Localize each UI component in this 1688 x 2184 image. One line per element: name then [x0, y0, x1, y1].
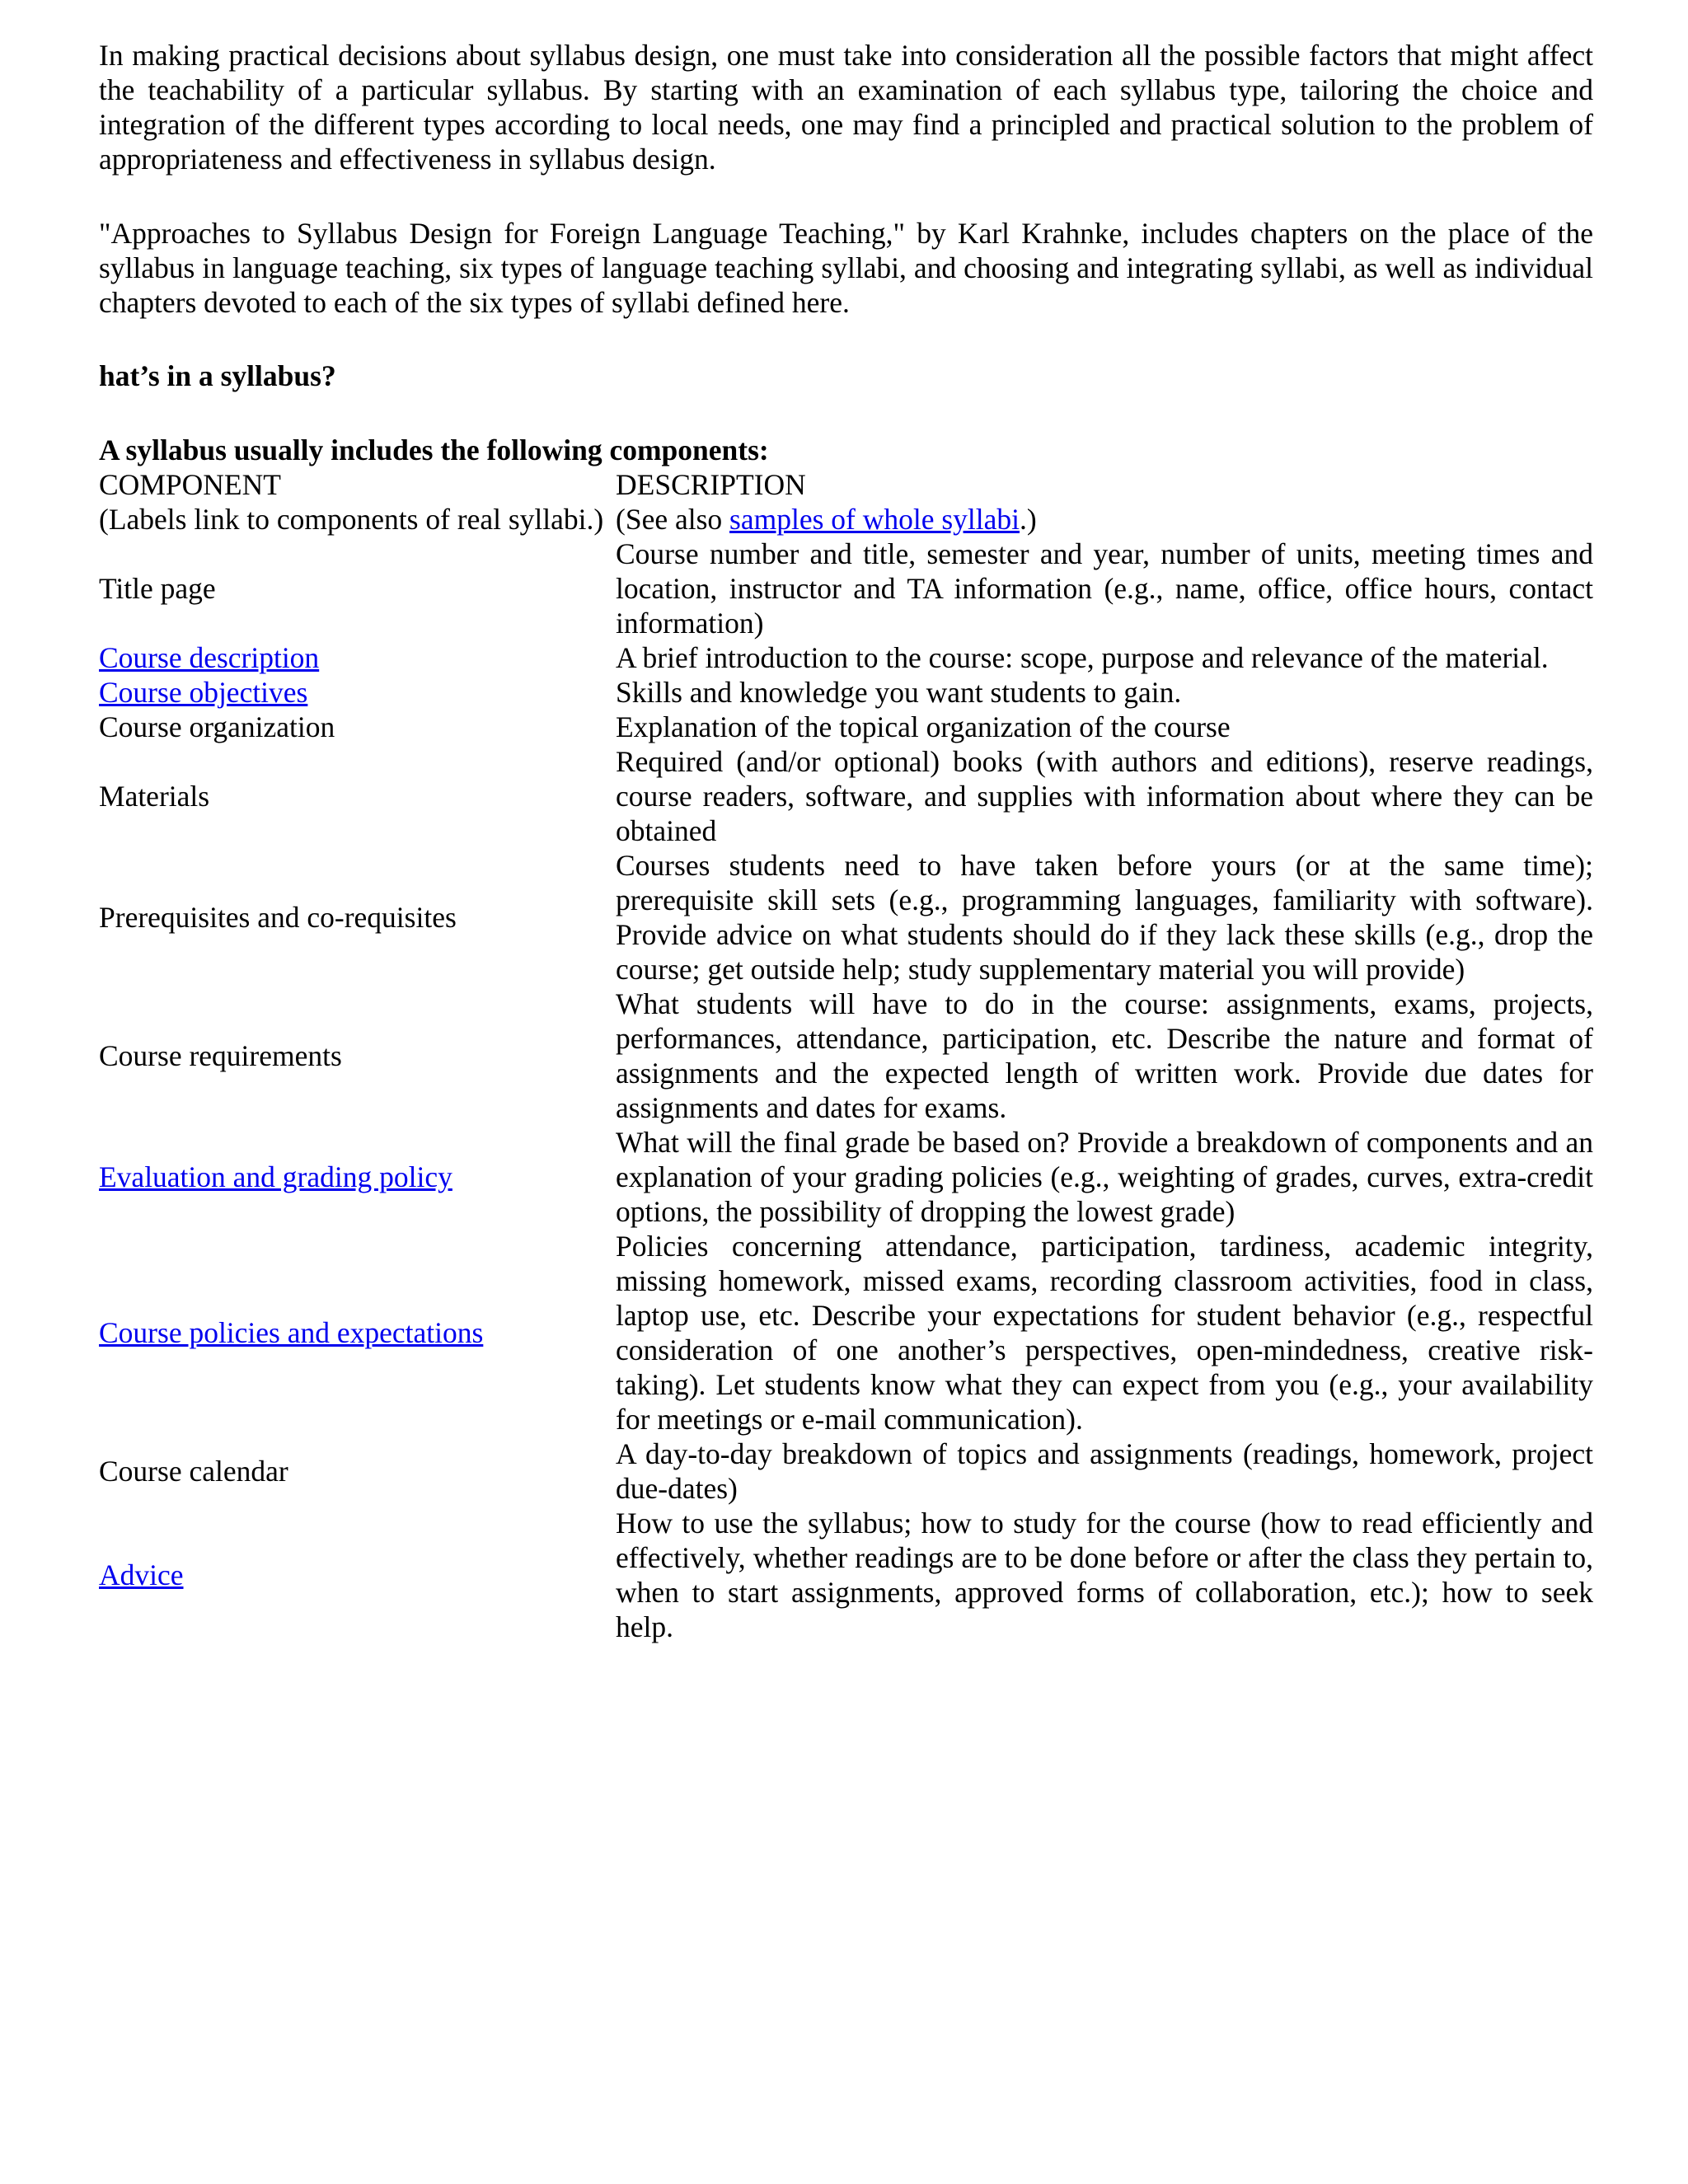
course-objectives-link[interactable]: Course objectives	[99, 676, 308, 709]
table-header-row	[99, 467, 1593, 537]
advice-link[interactable]: Advice	[99, 1558, 184, 1591]
component-course-calendar: Course calendar	[99, 1455, 288, 1488]
table-row	[99, 1229, 1593, 1436]
description-cell: Course number and title, semester and year, number of units, meeting times and location, instructor and TA information (e.g., name, office, office hours, contact information)	[616, 537, 1593, 640]
course-policies-expectations-link[interactable]: Course policies and expectations	[99, 1316, 484, 1349]
description-cell: A day-to-day breakdown of topics and assignments (readings, homework, project due-dates)	[616, 1437, 1593, 1505]
table-row	[99, 744, 1593, 848]
description-cell: Explanation of the topical organization of the course	[616, 710, 1231, 743]
component-prerequisites: Prerequisites and co-requisites	[99, 901, 457, 934]
table-row	[99, 675, 1593, 710]
description-cell: What will the final grade be based on? Provide a breakdown of components and an explanation of your grading policies (e.g., weighting of grades, curves, extra-credit options, the possibility of dropping the lowest grade)	[616, 1126, 1593, 1228]
component-column-title: COMPONENT	[99, 468, 281, 501]
component-cell	[99, 1506, 616, 1644]
table-row	[99, 1436, 1593, 1506]
table-row	[99, 537, 1593, 640]
component-column-note: (Labels link to components of real syllabi.)	[99, 503, 604, 536]
component-cell	[99, 1125, 616, 1229]
table-row	[99, 848, 1593, 987]
component-course-requirements: Course requirements	[99, 1039, 342, 1072]
description-column-note: (See also samples of whole syllabi.)	[616, 503, 1037, 536]
component-materials: Materials	[99, 780, 210, 813]
components-intro-heading: A syllabus usually includes the following components:	[99, 434, 769, 466]
description-cell: Policies concerning attendance, participation, tardiness, academic integrity, missing homework, missed exams, recording classroom activities, food in class, laptop use, etc. Describe your expectations for student behavior (e.g., respectful consideration of one another’s perspectives, open-mindedness, creative risk-taking). Let students know what they can expect from you (e.g., your availability for meetings or e-mail communication).	[616, 1230, 1593, 1436]
description-cell: How to use the syllabus; how to study for the course (how to read efficiently and effectively, whether readings are to be done before or after the class they pertain to, when to start assignments, approved forms of collaboration, etc.); how to seek help.	[616, 1507, 1593, 1643]
paragraph-krahnke-reference: "Approaches to Syllabus Design for Foreign Language Teaching," by Karl Krahnke, includes chapters on the place of the syllabus in language teaching, six types of language teaching syllabi, and choosing and integrating syllabi, as well as individual chapters devoted to each of the six types of syllabi defined here.	[99, 217, 1593, 319]
description-column-title: DESCRIPTION	[616, 468, 806, 501]
samples-of-whole-syllabi-link[interactable]: samples of whole syllabi	[729, 503, 1020, 536]
component-header-cell	[99, 467, 616, 537]
component-cell	[99, 1229, 616, 1436]
table-row	[99, 1506, 1593, 1644]
table-row	[99, 987, 1593, 1125]
description-cell: What students will have to do in the course: assignments, exams, projects, performances, attendance, participation, etc. Describe the nature and format of assignments and the expected length of written work. Provide due dates for assignments and dates for exams.	[616, 987, 1593, 1124]
component-cell	[99, 675, 616, 710]
table-row	[99, 1125, 1593, 1229]
description-header-cell	[616, 467, 1593, 537]
description-cell: A brief introduction to the course: scope, purpose and relevance of the material.	[616, 641, 1549, 674]
paragraph-syllabus-design: In making practical decisions about syllabus design, one must take into consideration all the possible factors that might affect the teachability of a particular syllabus. By starting with an examination of each syllabus type, tailoring the choice and integration of the different types according to local needs, one may find a principled and practical solution to the problem of appropriateness and effectiveness in syllabus design.	[99, 39, 1593, 176]
components-table	[99, 467, 1593, 1644]
table-row	[99, 710, 1593, 744]
description-cell: Skills and knowledge you want students to gain.	[616, 676, 1182, 709]
component-cell	[99, 640, 616, 675]
course-description-link[interactable]: Course description	[99, 641, 320, 674]
description-cell: Courses students need to have taken before yours (or at the same time); prerequisite skill sets (e.g., programming languages, familiarity with software). Provide advice on what students should do if they lack these skills (e.g., drop the course; get outside help; study supplementary material you will provide)	[616, 849, 1593, 986]
component-course-organization: Course organization	[99, 710, 335, 743]
section-heading: hat’s in a syllabus?	[99, 359, 336, 392]
component-title-page: Title page	[99, 572, 216, 605]
description-cell: Required (and/or optional) books (with authors and editions), reserve readings, course readers, software, and supplies with information about where they can be obtained	[616, 745, 1593, 847]
table-row	[99, 640, 1593, 675]
evaluation-grading-policy-link[interactable]: Evaluation and grading policy	[99, 1160, 452, 1193]
